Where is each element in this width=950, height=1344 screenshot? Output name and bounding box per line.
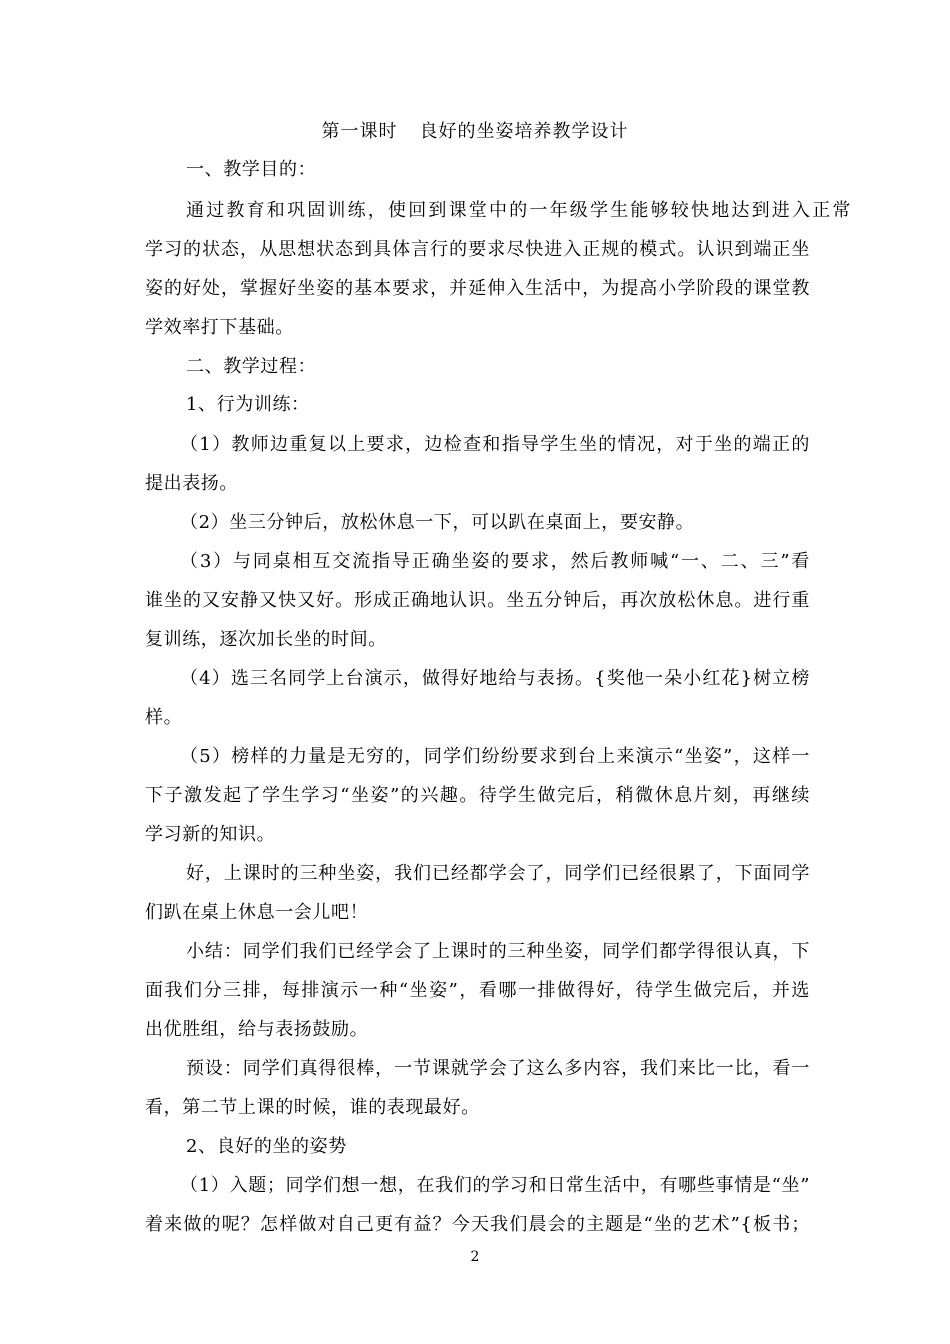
paragraph-line: （2）坐三分钟后，放松休息一下，可以趴在桌面上，要安静。 — [180, 512, 695, 533]
section-heading: 二、教学过程： — [186, 356, 317, 377]
paragraph-line: （4）选三名同学上台演示，做得好地给与表扬。{奖他一朵小红花}树立榜 — [180, 668, 810, 689]
paragraph-line: 下子激发起了学生学习“坐姿”的兴趣。待学生做完后，稍微休息片刻，再继续 — [145, 785, 810, 806]
document-title — [0, 118, 950, 146]
title-lesson: 第一课时 — [321, 121, 398, 142]
paragraph-line: （1）入题；同学们想一想，在我们的学习和日常生活中，有哪些事情是“坐” — [180, 1175, 810, 1196]
paragraph-line: （1）教师边重复以上要求，边检查和指导学生坐的情况，对于坐的端正的 — [180, 434, 810, 455]
title-topic: 良好的坐姿培养教学设计 — [419, 121, 629, 142]
paragraph-line: 学效率打下基础。 — [145, 317, 294, 338]
paragraph-line: 姿的好处，掌握好坐姿的基本要求，并延伸入生活中，为提高小学阶段的课堂教 — [145, 278, 810, 299]
paragraph-line: 谁坐的又安静又快又好。形成正确地认识。坐五分钟后，再次放松休息。进行重 — [145, 590, 810, 611]
paragraph-line: 看，第二节上课的时候，谁的表现最好。 — [145, 1097, 480, 1118]
paragraph-line: 样。 — [145, 707, 183, 728]
subsection-heading: 2、良好的坐的姿势 — [186, 1136, 347, 1157]
page-number: 2 — [470, 1249, 480, 1265]
paragraph-line: 小结：同学们我们已经学会了上课时的三种坐姿，同学们都学得很认真，下 — [186, 941, 810, 962]
subsection-heading: 1、行为训练： — [186, 394, 310, 415]
paragraph-line: 出优胜组，给与表扬鼓励。 — [145, 1019, 369, 1040]
paragraph-line: 学习的状态，从思想状态到具体言行的要求尽快进入正规的模式。认识到端正坐 — [145, 239, 810, 260]
section-heading: 一、教学目的： — [186, 159, 317, 180]
paragraph-line: 好，上课时的三种坐姿，我们已经都学会了，同学们已经很累了，下面同学 — [186, 863, 810, 884]
paragraph-line: 学习新的知识。 — [145, 824, 276, 845]
paragraph-line: 预设：同学们真得很棒，一节课就学会了这么多内容，我们来比一比，看一 — [186, 1058, 810, 1079]
paragraph-line: 通过教育和巩固训练，使回到课堂中的一年级学生能够较快地达到进入正常 — [186, 200, 851, 221]
paragraph-line: 复训练，逐次加长坐的时间。 — [145, 629, 387, 650]
paragraph-line: （5）榜样的力量是无穷的，同学们纷纷要求到台上来演示“坐姿”，这样一 — [180, 746, 810, 767]
paragraph-line: 面我们分三排，每排演示一种“坐姿”，看哪一排做得好，待学生做完后，并选 — [145, 980, 810, 1001]
paragraph-line: 着来做的呢？怎样做对自己更有益？今天我们晨会的主题是“坐的艺术”{板书； — [145, 1214, 810, 1235]
paragraph-line: 提出表扬。 — [145, 473, 238, 494]
paragraph-line: （3）与同桌相互交流指导正确坐姿的要求，然后教师喊“一、二、三”看 — [180, 551, 810, 572]
paragraph-line: 们趴在桌上休息一会儿吧！ — [145, 902, 369, 923]
